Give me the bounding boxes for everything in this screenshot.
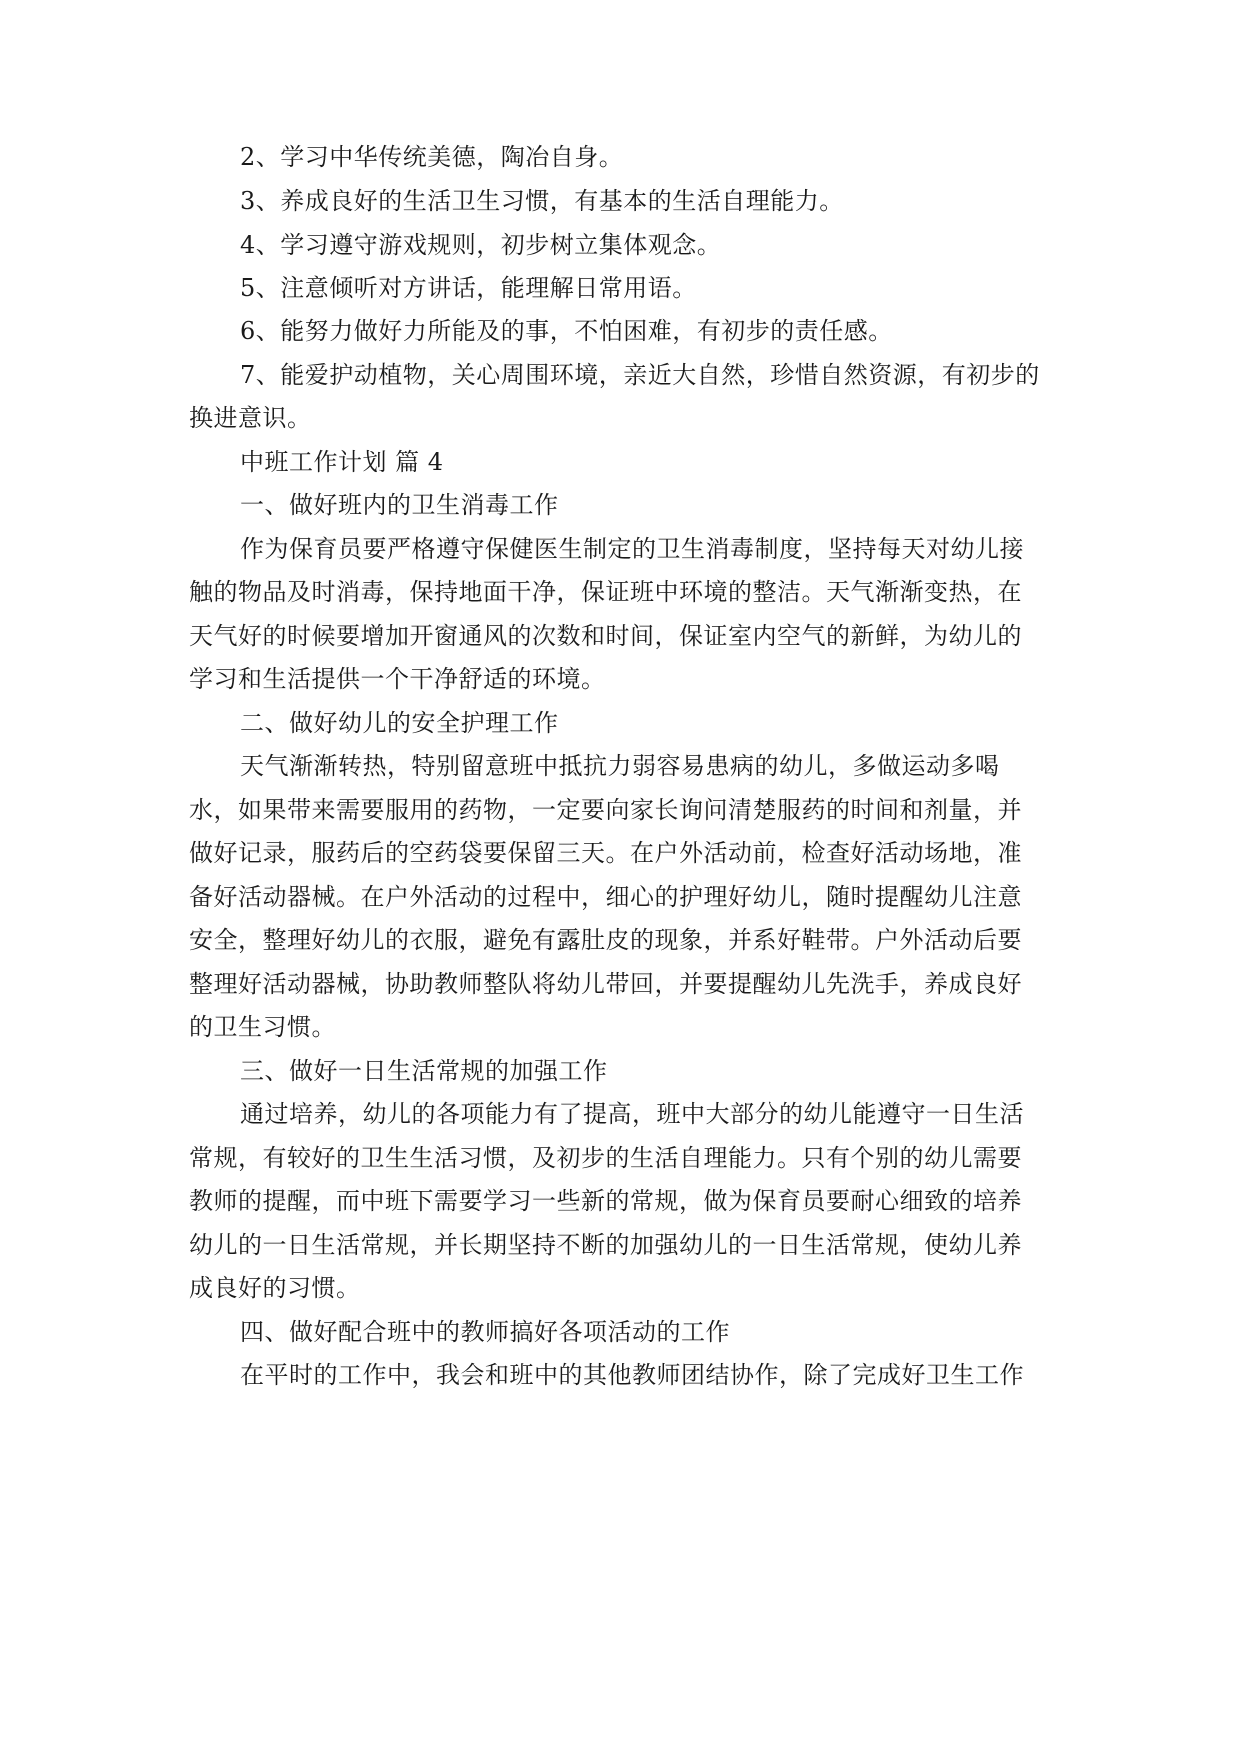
paragraph-line: 通过培养，幼儿的各项能力有了提高，班中大部分的幼儿能遵守一日生活 — [240, 1100, 1024, 1128]
paragraph-line: 天气好的时候要增加开窗通风的次数和时间，保证室内空气的新鲜，为幼儿的 — [189, 622, 1022, 650]
paragraph-line: 天气渐渐转热，特别留意班中抵抗力弱容易患病的幼儿，多做运动多喝 — [240, 752, 1000, 780]
paragraph-line: 安全，整理好幼儿的衣服，避免有露肚皮的现象，并系好鞋带。户外活动后要 — [189, 926, 1022, 954]
heading-3: 三、做好一日生活常规的加强工作 — [240, 1057, 608, 1085]
paragraph-line: 常规，有较好的卫生生活习惯，及初步的生活自理能力。只有个别的幼儿需要 — [189, 1144, 1022, 1172]
list-item-4: 4、学习遵守游戏规则，初步树立集体观念。 — [240, 231, 722, 259]
paragraph-line: 备好活动器械。在户外活动的过程中，细心的护理好幼儿，随时提醒幼儿注意 — [189, 883, 1022, 911]
paragraph-line: 作为保育员要严格遵守保健医生制定的卫生消毒制度，坚持每天对幼儿接 — [240, 535, 1024, 563]
list-item-6: 6、能努力做好力所能及的事，不怕困难，有初步的责任感。 — [240, 317, 893, 345]
list-item-7-continued: 换进意识。 — [189, 404, 312, 432]
paragraph-line: 做好记录，服药后的空药袋要保留三天。在户外活动前，检查好活动场地，准 — [189, 839, 1022, 867]
list-item-2: 2、学习中华传统美德，陶冶自身。 — [240, 143, 624, 171]
heading-2: 二、做好幼儿的安全护理工作 — [240, 709, 559, 737]
section-title: 中班工作计划 篇 4 — [240, 448, 444, 476]
paragraph-line: 整理好活动器械，协助教师整队将幼儿带回，并要提醒幼儿先洗手，养成良好 — [189, 970, 1022, 998]
heading-4: 四、做好配合班中的教师搞好各项活动的工作 — [240, 1318, 730, 1346]
paragraph-line: 幼儿的一日生活常规，并长期坚持不断的加强幼儿的一日生活常规，使幼儿养 — [189, 1231, 1022, 1259]
list-item-3: 3、养成良好的生活卫生习惯，有基本的生活自理能力。 — [240, 187, 844, 215]
paragraph-line: 触的物品及时消毒，保持地面干净，保证班中环境的整洁。天气渐渐变热，在 — [189, 578, 1022, 606]
paragraph-line: 教师的提醒，而中班下需要学习一些新的常规，做为保育员要耐心细致的培养 — [189, 1187, 1022, 1215]
paragraph-line: 水，如果带来需要服用的药物，一定要向家长询问清楚服药的时间和剂量，并 — [189, 796, 1022, 824]
paragraph-line: 的卫生习惯。 — [189, 1013, 336, 1041]
list-item-5: 5、注意倾听对方讲话，能理解日常用语。 — [240, 274, 697, 302]
paragraph-line: 成良好的习惯。 — [189, 1274, 361, 1302]
paragraph-line: 在平时的工作中，我会和班中的其他教师团结协作，除了完成好卫生工作 — [240, 1361, 1024, 1389]
paragraph-line: 学习和生活提供一个干净舒适的环境。 — [189, 665, 606, 693]
heading-1: 一、做好班内的卫生消毒工作 — [240, 491, 559, 519]
list-item-7: 7、能爱护动植物，关心周围环境，亲近大自然，珍惜自然资源，有初步的 — [240, 361, 1040, 389]
